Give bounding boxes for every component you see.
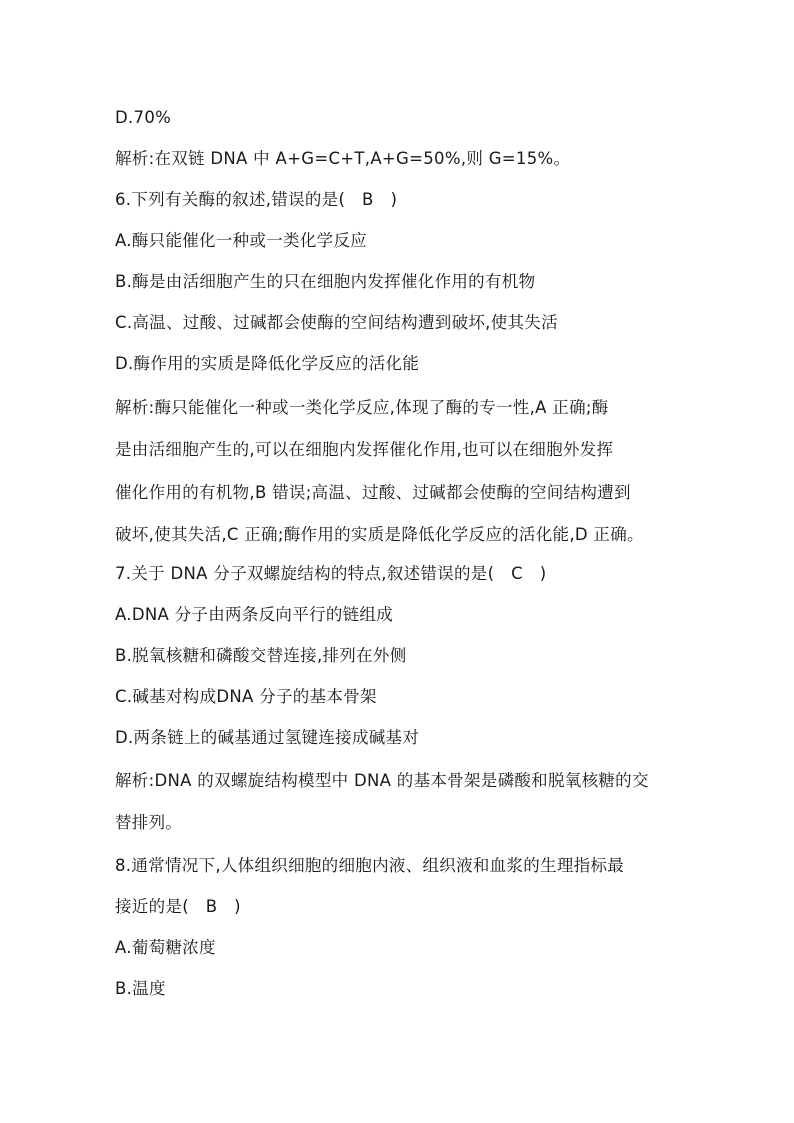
question-6: 6.下列有关酶的叙述,错误的是( B )	[115, 190, 398, 209]
analysis-q7-line1: 解析:DNA 的双螺旋结构模型中 DNA 的基本骨架是磷酸和脱氧核糖的交	[115, 771, 649, 790]
option-c-q7: C.碱基对构成DNA 分子的基本骨架	[115, 687, 377, 706]
option-d-q5: D.70%	[115, 108, 172, 127]
analysis-q6-line4: 破坏,使其失活,C 正确;酶作用的实质是降低化学反应的活化能,D 正确。	[115, 525, 644, 544]
option-a-q7: A.DNA 分子由两条反向平行的链组成	[115, 605, 394, 624]
analysis-q6-line2: 是由活细胞产生的,可以在细胞内发挥催化作用,也可以在细胞外发挥	[115, 440, 614, 459]
option-b-q8: B.温度	[115, 979, 166, 998]
option-b-q7: B.脱氧核糖和磷酸交替连接,排列在外侧	[115, 646, 407, 665]
analysis-q6-line1: 解析:酶只能催化一种或一类化学反应,体现了酶的专一性,A 正确;酶	[115, 398, 609, 417]
question-8-line1: 8.通常情况下,人体组织细胞的细胞内液、组织液和血浆的生理指标最	[115, 856, 625, 875]
analysis-q7-line2: 替排列。	[115, 813, 183, 832]
question-7: 7.关于 DNA 分子双螺旋结构的特点,叙述错误的是( C )	[115, 564, 547, 583]
analysis-q5: 解析:在双链 DNA 中 A+G=C+T,A+G=50%,则 G=15%。	[115, 149, 571, 168]
option-b-q6: B.酶是由活细胞产生的只在细胞内发挥催化作用的有机物	[115, 272, 536, 291]
question-8-line2: 接近的是( B )	[115, 897, 241, 916]
analysis-q6-line3: 催化作用的有机物,B 错误;高温、过酸、过碱都会使酶的空间结构遭到	[115, 483, 631, 502]
option-d-q6: D.酶作用的实质是降低化学反应的活化能	[115, 354, 420, 373]
option-c-q6: C.高温、过酸、过碱都会使酶的空间结构遭到破坏,使其失活	[115, 313, 558, 332]
option-a-q8: A.葡萄糖浓度	[115, 938, 216, 957]
option-a-q6: A.酶只能催化一种或一类化学反应	[115, 231, 368, 250]
option-d-q7: D.两条链上的碱基通过氢键连接成碱基对	[115, 728, 420, 747]
